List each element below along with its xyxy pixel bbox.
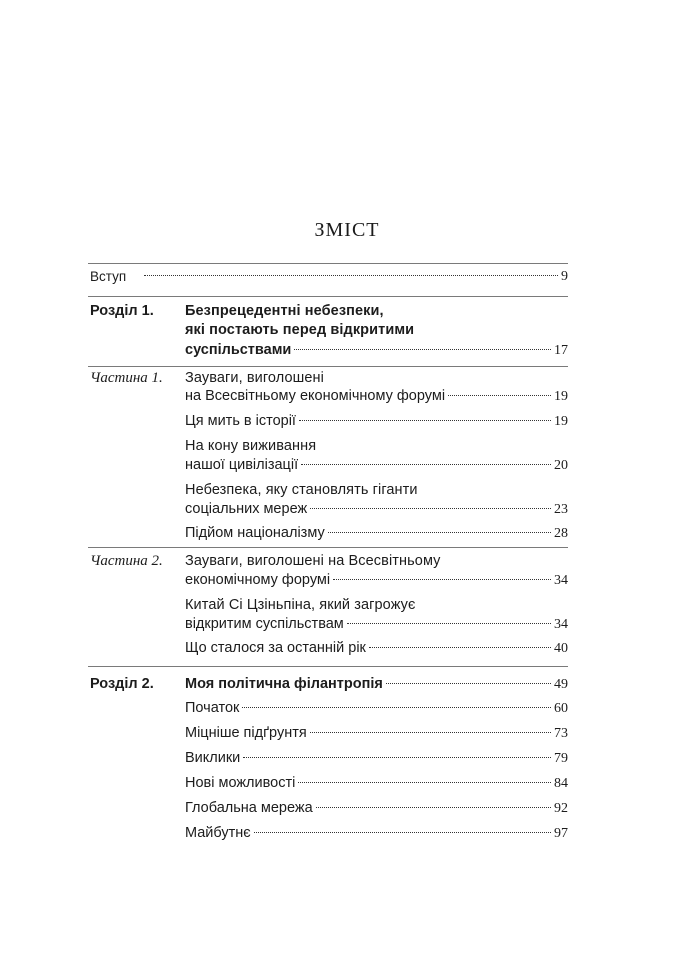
toc-entry-page: 73	[554, 726, 568, 741]
toc-entry-text: економічному форумі	[185, 572, 331, 588]
toc-entry-page: 97	[554, 826, 568, 841]
toc-entry-text: на Всесвітньому економічному форумі	[185, 388, 446, 404]
chapter2-title-line	[185, 674, 568, 694]
toc-entry	[185, 386, 568, 406]
toc-entry-line1: Небезпека, яку становлять гіганти	[185, 482, 418, 498]
toc-entry	[185, 773, 568, 793]
dot-leader	[328, 532, 551, 533]
chapter1-title-line3-text: суспільствами	[185, 342, 292, 358]
toc-entry-text: соціальних мереж	[185, 501, 308, 517]
dot-leader	[333, 579, 551, 580]
toc-entry-page: 60	[554, 701, 568, 716]
dot-leader	[347, 623, 551, 624]
dot-leader	[299, 420, 551, 421]
dot-leader	[301, 464, 551, 465]
dot-leader	[294, 349, 551, 350]
toc-entry-text: Ця мить в історії	[185, 413, 296, 429]
toc-entry-line1: Зауваги, виголошені на Всесвітньому	[185, 553, 441, 569]
toc-entry-page: 40	[554, 641, 568, 656]
toc-entry	[185, 798, 568, 818]
toc-entry	[185, 723, 568, 743]
toc-entry-page: 79	[554, 751, 568, 766]
toc-entry-text: нашої цивілізації	[185, 457, 299, 473]
toc-entry-page: 19	[554, 389, 568, 404]
dot-leader	[448, 395, 551, 396]
toc-entry	[185, 455, 568, 475]
chapter1-page: 17	[554, 343, 568, 358]
toc-entry-text: Міцніше підґрунтя	[185, 725, 307, 741]
toc-entry	[185, 523, 568, 543]
intro-label: Вступ	[90, 269, 127, 284]
toc-entry-line1: На кону виживання	[185, 438, 317, 454]
toc-entry-page: 28	[554, 526, 568, 541]
intro-leader-line	[141, 267, 568, 287]
toc-entry-line1: Зауваги, виголошені	[185, 370, 324, 386]
toc-entry	[185, 570, 568, 590]
dot-leader	[310, 732, 551, 733]
part1-label: Частина 1.	[90, 370, 163, 386]
toc-entry-text: Виклики	[185, 750, 241, 766]
dot-leader	[298, 782, 551, 783]
toc-entry-text: Нові можливості	[185, 775, 296, 791]
toc-entry-page: 20	[554, 458, 568, 473]
intro-page: 9	[561, 269, 568, 284]
dot-leader	[310, 508, 551, 509]
toc-entry	[185, 638, 568, 658]
chapter1-title-line2: які постають перед відкритими	[185, 322, 415, 338]
part2-label: Частина 2.	[90, 553, 163, 569]
toc-entry-page: 34	[554, 573, 568, 588]
divider	[88, 296, 568, 297]
divider	[88, 547, 568, 548]
toc-entry-text: відкритим суспільствам	[185, 616, 344, 632]
dot-leader	[144, 275, 558, 276]
chapter2-label: Розділ 2.	[90, 676, 154, 692]
toc-entry-text: Початок	[185, 700, 240, 716]
toc-entry	[185, 499, 568, 519]
toc-entry	[185, 823, 568, 843]
toc-entry-page: 84	[554, 776, 568, 791]
chapter1-title-line1: Безпрецедентні небезпеки,	[185, 303, 384, 319]
toc-entry-text: Що сталося за останній рік	[185, 640, 366, 656]
toc-entry-page: 23	[554, 502, 568, 517]
toc-entry-page: 19	[554, 414, 568, 429]
dot-leader	[369, 647, 551, 648]
chapter1-title-line3	[185, 340, 568, 360]
chapter2-title: Моя політична філантропія	[185, 676, 383, 692]
toc-entry-page: 92	[554, 801, 568, 816]
toc-entry-text: Майбутнє	[185, 825, 251, 841]
toc-entry	[185, 698, 568, 718]
chapter1-label: Розділ 1.	[90, 303, 154, 319]
toc-entry-line1: Китай Сі Цзіньпіна, який загрожує	[185, 597, 416, 613]
toc-entry	[185, 411, 568, 431]
top-divider	[88, 263, 568, 264]
dot-leader	[254, 832, 551, 833]
dot-leader	[243, 757, 551, 758]
chapter2-page: 49	[554, 677, 568, 692]
divider	[88, 666, 568, 667]
toc-entry	[185, 614, 568, 634]
page-title: ЗМІСТ	[314, 219, 380, 241]
dot-leader	[386, 683, 551, 684]
toc-entry-text: Підйом націоналізму	[185, 525, 325, 541]
dot-leader	[316, 807, 551, 808]
divider	[88, 366, 568, 367]
toc-entry-text: Глобальна мережа	[185, 800, 313, 816]
toc-entry	[185, 748, 568, 768]
toc-entry-page: 34	[554, 617, 568, 632]
dot-leader	[242, 707, 551, 708]
